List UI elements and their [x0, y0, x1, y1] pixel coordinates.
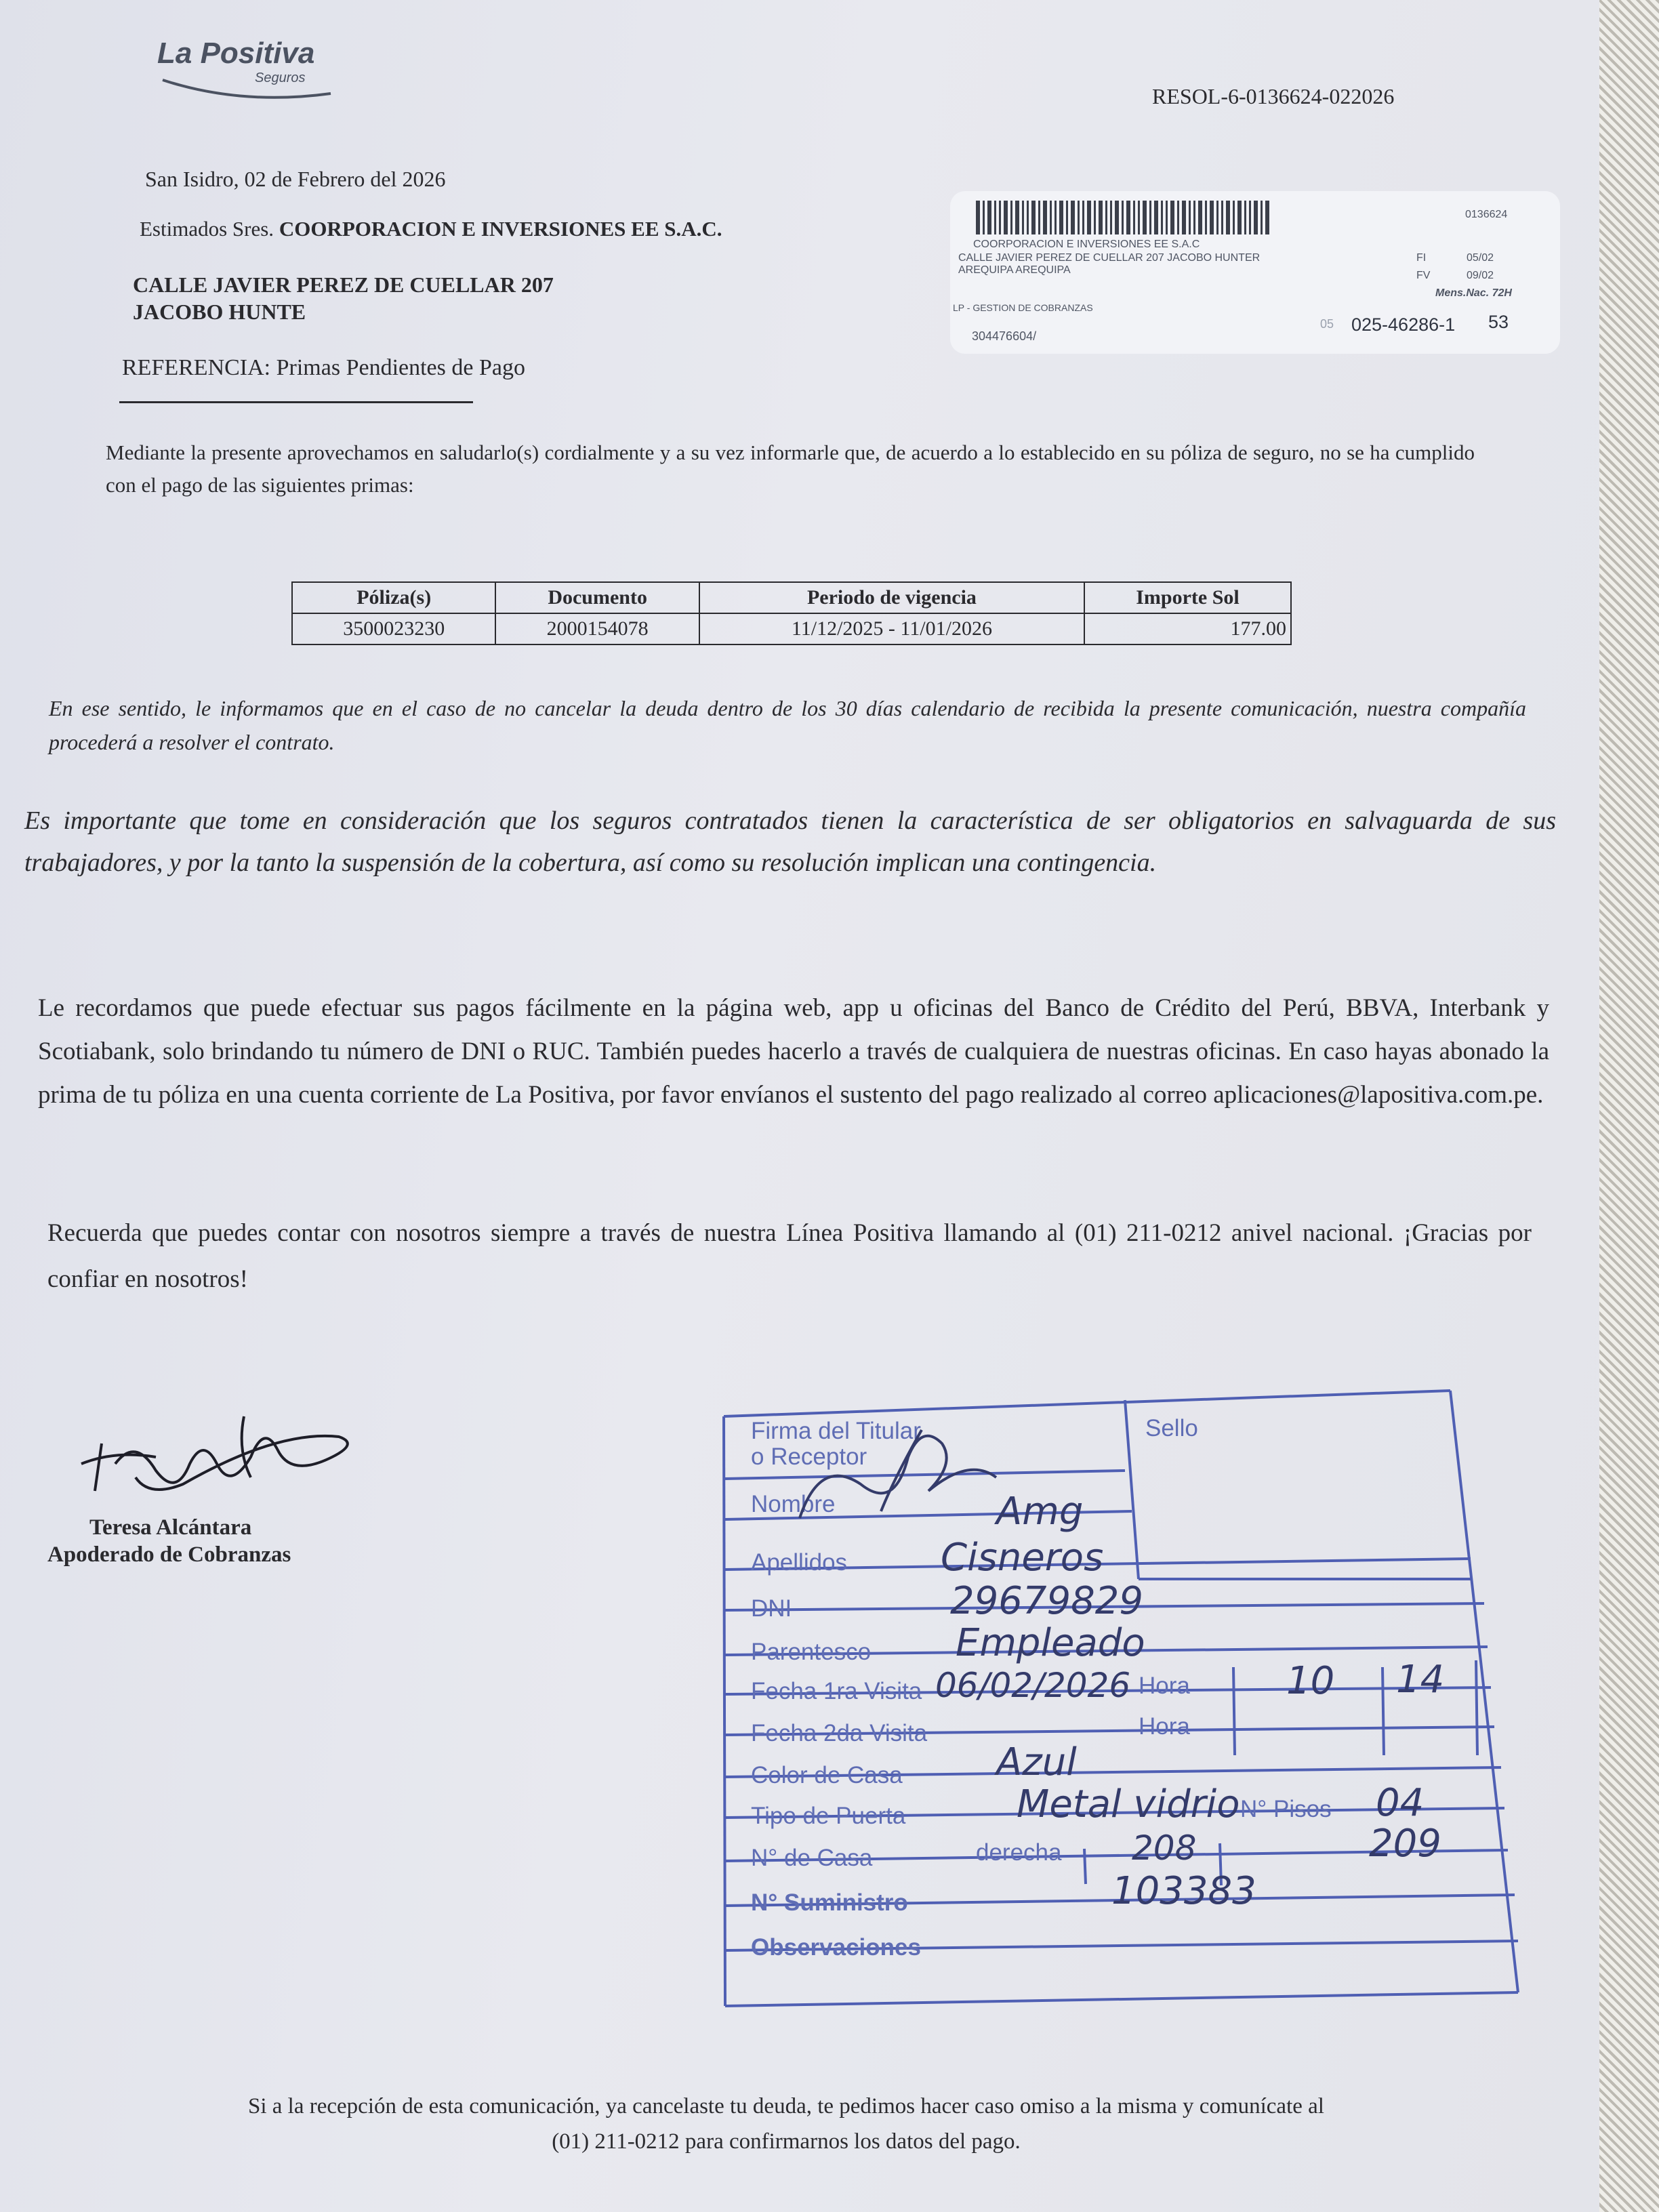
warning-paragraph: En ese sentido, le informamos que en el caso de no cancelar la deuda dentro de los 30 días calendario de recibida la presente comunicación, nuestra compañía procederá a resolver el contrato.	[49, 696, 1526, 754]
label-code: 0136624	[1465, 209, 1508, 220]
hw-casa: 209	[1369, 1822, 1441, 1866]
recipient-company: COORPORACION E INVERSIONES EE S.A.C.	[279, 217, 722, 241]
cell-documento: 2000154078	[495, 613, 699, 644]
reference-label: REFERENCIA:	[122, 355, 271, 380]
header-documento: Documento	[495, 582, 699, 613]
address-line-2: JACOBO HUNTE	[133, 300, 306, 324]
table-header-row	[292, 582, 1291, 613]
hw-color: Azul	[996, 1740, 1077, 1784]
premiums-table	[291, 581, 1292, 645]
reference-line	[122, 355, 525, 381]
hw-nombre: Amg	[996, 1490, 1084, 1534]
contact-paragraph: Recuerda que puedes contar con nosotros siempre a través de nuestra Línea Positiva llamando al (01) 211-0212 anivel nacional. ¡Gracias por confiar en nosotros!	[47, 1219, 1532, 1293]
label-number: 53	[1488, 312, 1509, 332]
label-sello: Sello	[1145, 1415, 1198, 1441]
cell-importe: 177.00	[1084, 613, 1291, 644]
label-fv-label: FV	[1416, 270, 1431, 281]
background-lace	[1599, 0, 1659, 2212]
hw-hora1-h: 10	[1286, 1659, 1335, 1703]
logo-swoosh-icon	[160, 75, 336, 108]
hw-casa-derecha: 208	[1132, 1828, 1197, 1868]
label-parentesco: Parentesco	[751, 1639, 872, 1665]
label-observaciones: Observaciones	[751, 1934, 921, 1961]
recipient-address	[133, 271, 554, 325]
label-pisos: N° Pisos	[1240, 1796, 1332, 1822]
hw-parentesco: Empleado	[956, 1621, 1145, 1665]
hw-suministro: 103383	[1111, 1869, 1256, 1913]
label-nombre: Nombre	[751, 1491, 836, 1517]
greeting	[140, 217, 722, 241]
signer-name: Teresa Alcántara	[89, 1515, 252, 1540]
header-periodo: Periodo de vigencia	[699, 582, 1084, 613]
label-address: CALLE JAVIER PEREZ DE CUELLAR 207 JACOBO HUNTER	[958, 252, 1261, 264]
label-fecha1: Fecha 1ra Visita	[751, 1678, 922, 1704]
label-casa: N° de Casa	[751, 1845, 873, 1871]
label-receptor: o Receptor	[751, 1443, 867, 1470]
label-suministro: N° Suministro	[751, 1889, 908, 1916]
footer-note	[136, 2089, 1437, 2159]
reference-text: Primas Pendientes de Pago	[276, 355, 525, 380]
hw-dni: 29679829	[950, 1579, 1144, 1623]
label-hora1: Hora	[1139, 1673, 1190, 1699]
hw-hora1-m: 14	[1396, 1658, 1445, 1702]
label-tracking-prefix: 05	[1320, 317, 1334, 331]
letter-date: San Isidro, 02 de Febrero del 2026	[145, 167, 446, 191]
intro-paragraph: Mediante la presente aprovechamos en saludarlo(s) cordialmente y a su vez informarle que, de acuerdo a lo establecido en su póliza de seguro, no se ha cumplido con el pago de las siguientes primas:	[106, 441, 1475, 497]
label-id: 304476604/	[972, 329, 1037, 343]
receipt-form	[705, 1376, 1538, 2020]
label-fv-value: 09/02	[1467, 270, 1494, 281]
hw-fecha1: 06/02/2026	[935, 1666, 1131, 1705]
hw-apellidos: Cisneros	[941, 1536, 1104, 1580]
recipient-signature-icon	[793, 1416, 1010, 1525]
cell-poliza: 3500023230	[292, 613, 495, 644]
hw-puerta: Metal vidrio	[1017, 1782, 1240, 1826]
label-puerta: Tipo de Puerta	[751, 1803, 906, 1829]
label-recipient-name: COORPORACION E INVERSIONES EE S.A.C	[973, 239, 1200, 250]
label-apellidos: Apellidos	[751, 1549, 848, 1576]
footer-line-1: Si a la recepción de esta comunicación, ya cancelaste tu deuda, te pedimos hacer caso omiso a la misma y comunícate al	[248, 2094, 1324, 2118]
company-logo: La Positiva	[157, 37, 315, 70]
label-department: LP - GESTION DE COBRANZAS	[953, 302, 1093, 313]
company-logo-subtitle: Seguros	[255, 70, 306, 85]
cell-periodo: 11/12/2025 - 11/01/2026	[699, 613, 1084, 644]
payment-paragraph: Le recordamos que puede efectuar sus pagos fácilmente en la página web, app u oficinas del Banco de Crédito del Perú, BBVA, Interbank y Scotiabank, solo brindando tu número de DNI o RUC. También puedes hacerlo a través de cualquiera de nuestras oficinas. En caso hayas abonado la prima de tu póliza en una cuenta corriente de La Positiva, por favor envíanos el sustento del pago realizado al correo aplicaciones@lapositiva.com.pe.	[38, 994, 1549, 1109]
header-poliza: Póliza(s)	[292, 582, 495, 613]
mail-label-card	[950, 191, 1560, 354]
label-city: AREQUIPA AREQUIPA	[958, 264, 1071, 276]
barcode-icon	[976, 201, 1274, 234]
signer-role: Apoderado de Cobranzas	[47, 1542, 291, 1567]
label-derecha: derecha	[976, 1839, 1062, 1866]
label-fi-label: FI	[1416, 252, 1427, 264]
footer-line-2: (01) 211-0212 para confirmarnos los datos del pago.	[552, 2129, 1021, 2154]
reference-underline	[119, 401, 473, 403]
address-line-1: CALLE JAVIER PEREZ DE CUELLAR 207	[133, 272, 554, 297]
label-hora2: Hora	[1139, 1713, 1190, 1740]
label-service: Mens.Nac. 72H	[1435, 287, 1512, 299]
greeting-prefix: Estimados Sres.	[140, 217, 274, 241]
resolution-code: RESOL-6-0136624-022026	[1152, 84, 1395, 108]
label-firma: Firma del Titular	[751, 1418, 921, 1444]
label-fi-value: 05/02	[1467, 252, 1494, 264]
label-fecha2: Fecha 2da Visita	[751, 1720, 928, 1746]
header-importe: Importe Sol	[1084, 582, 1291, 613]
label-color: Color de Casa	[751, 1762, 903, 1788]
importance-paragraph: Es importante que tome en consideración que los seguros contratados tienen la característica de ser obligatorios en salvaguarda de sus trabajadores, y por la tanto la suspensión de la cobertura, así como su resolución implican una contingencia.	[24, 806, 1556, 877]
label-dni: DNI	[751, 1595, 792, 1622]
label-tracking: 025-46286-1	[1351, 314, 1456, 335]
table-row	[292, 613, 1291, 644]
hw-pisos: 04	[1376, 1781, 1425, 1825]
signature-icon	[75, 1410, 359, 1511]
